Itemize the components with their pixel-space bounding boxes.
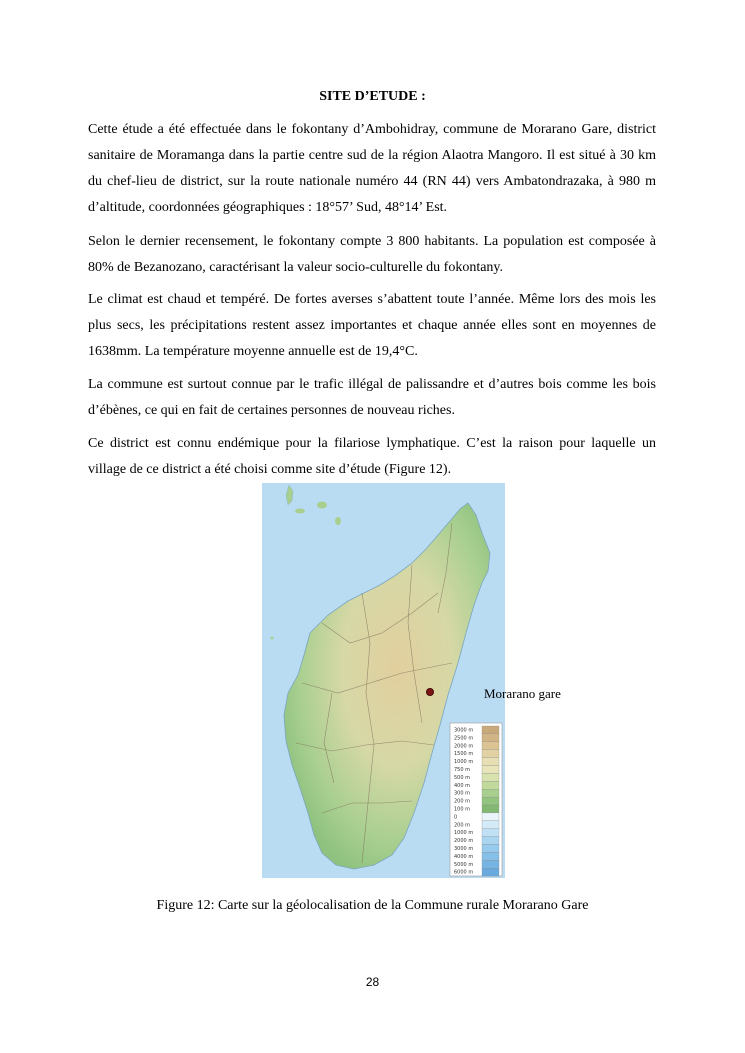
island-moheli: [295, 509, 305, 514]
legend-swatch: [482, 734, 499, 742]
legend-swatch: [482, 742, 499, 750]
legend-label: 500 m: [454, 774, 471, 781]
paragraph-location: Cette étude a été effectuée dans le fokontany d’Ambohidray, commune de Morarano Gare, district sanitaire de Moramanga dans la partie centre sud de la région Alaotra Mangoro. Il est situé à 30 km du chef-lieu de district, sur la route nationale numéro 44 (RN 44) vers Ambatondrazaka, à 980 m d’altitude, coordonnées géographiques : 18°57’ Sud, 48°14’ Est.: [88, 122, 656, 215]
legend-swatch: [482, 781, 499, 789]
legend-swatch: [482, 758, 499, 766]
legend-swatch: [482, 813, 499, 821]
legend-label: 1500 m: [454, 751, 474, 758]
paragraph-economy: La commune est surtout connue par le trafic illégal de palissandre et d’autres bois comme les bois d’ébènes, ce qui en fait de certaines personnes de nouveau riches.: [88, 377, 656, 418]
legend-label: 5000 m: [454, 861, 474, 868]
legend-swatch: [482, 837, 499, 845]
section-heading: SITE D’ETUDE :: [319, 89, 426, 104]
legend-label: 4000 m: [454, 853, 474, 860]
legend-swatch: [482, 726, 499, 734]
island-small: [271, 637, 274, 640]
morarano-marker: [426, 688, 433, 695]
legend-swatch: [482, 860, 499, 868]
legend-swatch: [482, 852, 499, 860]
island-anjouan: [317, 502, 327, 509]
legend-label: 400 m: [454, 782, 471, 789]
legend-label: 3000 m: [454, 727, 474, 734]
legend-label: 0: [454, 814, 458, 821]
figure-caption: Figure 12: Carte sur la géolocalisation de la Commune rurale Morarano Gare: [156, 898, 589, 913]
legend-swatch: [482, 773, 499, 781]
legend-label: 200 m: [454, 798, 471, 805]
legend-label: 750 m: [454, 767, 471, 773]
legend-label: 300 m: [454, 790, 471, 797]
paragraph-filariasis: Ce district est connu endémique pour la filariose lymphatique. C’est la raison pour laquelle un village de ce district a été choisi comme site d’étude (Figure 12).: [88, 436, 656, 477]
madagascar-map-graphic: [262, 483, 505, 878]
legend-label: 2000 m: [454, 838, 474, 845]
legend-label: 2500 m: [454, 735, 474, 742]
page-number: 28: [365, 975, 380, 989]
legend-swatch: [482, 750, 499, 758]
paragraph-population: Selon le dernier recensement, le fokontany compte 3 800 habitants. La population est composée à 80% de Bezanozano, caractérisant la valeur socio-culturelle du fokontany.: [88, 234, 656, 275]
legend-label: 1000 m: [454, 759, 474, 766]
legend-swatch: [482, 797, 499, 805]
legend-swatch: [482, 868, 499, 876]
map-label-morarano: Morarano gare: [484, 686, 561, 701]
madagascar-map: [262, 483, 505, 878]
legend-swatch: [482, 829, 499, 837]
legend-swatch: [482, 805, 499, 813]
legend-swatch: [482, 766, 499, 774]
legend-label: 200 m: [454, 822, 471, 829]
legend-label: 3000 m: [454, 846, 474, 852]
legend-swatch: [482, 789, 499, 797]
legend-label: 6000 m: [454, 869, 474, 876]
elevation-legend: [450, 723, 502, 876]
legend-label: 2000 m: [454, 743, 474, 750]
legend-swatch: [482, 845, 499, 853]
paragraph-climate: Le climat est chaud et tempéré. De fortes averses s’abattent toute l’année. Même lors des mois les plus secs, les précipitations restent assez importantes et chaque année elles sont en moyennes de 1638mm. La température moyenne annuelle est de 19,4°C.: [88, 292, 656, 359]
legend-label: 1000 m: [454, 830, 474, 837]
legend-label: 100 m: [454, 806, 471, 813]
legend-swatch: [482, 821, 499, 829]
island-mayotte: [335, 517, 341, 525]
